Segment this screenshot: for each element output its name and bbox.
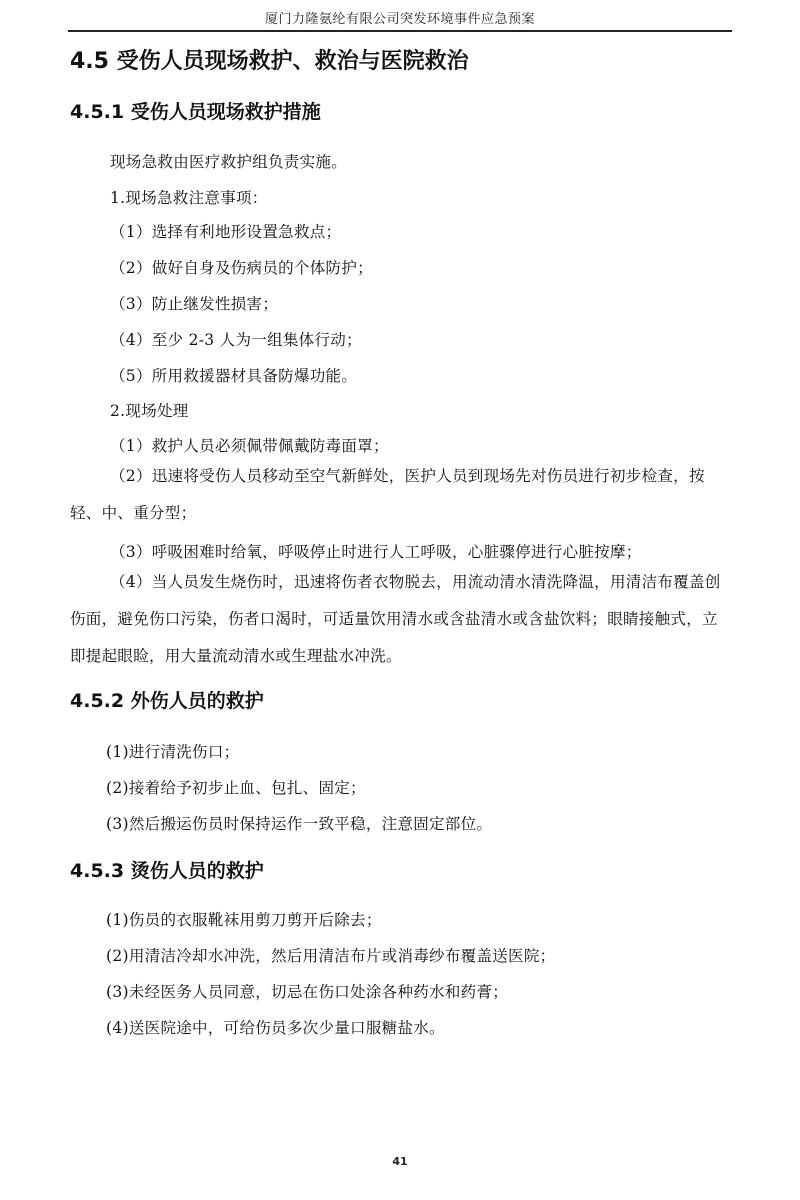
list-item: (1)伤员的衣服靴袜用剪刀剪开后除去； <box>106 911 382 929</box>
list-item: （3）呼吸困难时给氧，呼吸停止时进行人工呼吸，心脏骤停进行心脏按摩； <box>110 543 642 561</box>
list-item: (1)进行清洗伤口； <box>106 743 240 761</box>
list-item: （5）所用救援器材具备防爆功能。 <box>110 367 358 385</box>
list-title-onsite-handling: 2.现场处理 <box>110 402 189 420</box>
intro-paragraph: 现场急救由医疗救护组负责实施。 <box>110 153 348 171</box>
section-4-5-3-heading: 4.5.3 烫伤人员的救护 <box>70 860 264 882</box>
header-divider <box>68 30 732 32</box>
list-item: (2)接着给予初步止血、包扎、固定； <box>106 779 366 797</box>
list-item: (4)送医院途中，可给伤员多次少量口服糖盐水。 <box>106 1019 445 1037</box>
section-4-5-2-heading: 4.5.2 外伤人员的救护 <box>70 690 264 712</box>
list-item: （1）选择有利地形设置急救点； <box>110 223 342 241</box>
list-item-paragraph: （2）迅速将受伤人员移动至空气新鲜处，医护人员到现场先对伤员进行初步检查，按轻、中、重分型； <box>70 467 705 522</box>
section-4-5-heading: 4.5 受伤人员现场救护、救治与医院救治 <box>70 49 469 74</box>
list-item: (3)未经医务人员同意，切忌在伤口处涂各种药水和药膏； <box>106 983 509 1001</box>
list-item: (2)用清洁冷却水冲洗，然后用清洁布片或消毒纱布覆盖送医院； <box>106 947 556 965</box>
list-item: (3)然后搬运伤员时保持运作一致平稳，注意固定部位。 <box>106 815 493 833</box>
section-4-5-1-heading: 4.5.1 受伤人员现场救护措施 <box>70 101 321 123</box>
page-header-title: 厦门力隆氨纶有限公司突发环境事件应急预案 <box>264 12 535 27</box>
list-item: （1）救护人员必须佩带佩戴防毒面罩； <box>110 437 389 455</box>
list-item: （2）做好自身及伤病员的个体防护； <box>110 259 373 277</box>
page-number: 41 <box>392 1155 408 1168</box>
list-item: （3）防止继发性损害； <box>110 295 279 313</box>
list-title-precautions: 1.现场急救注意事项： <box>110 189 268 207</box>
list-item-paragraph: （4）当人员发生烧伤时，迅速将伤者衣物脱去，用流动清水清洗降温，用清洁布覆盖创伤面，避免伤口污染，伤者口渴时，可适量饮用清水或含盐清水或含盐饮料；眼睛接触式，立即提起眼睑，用大量流动清水或生理盐水冲洗。 <box>70 573 721 665</box>
list-item: （4）至少 2-3 人为一组集体行动； <box>110 331 362 349</box>
